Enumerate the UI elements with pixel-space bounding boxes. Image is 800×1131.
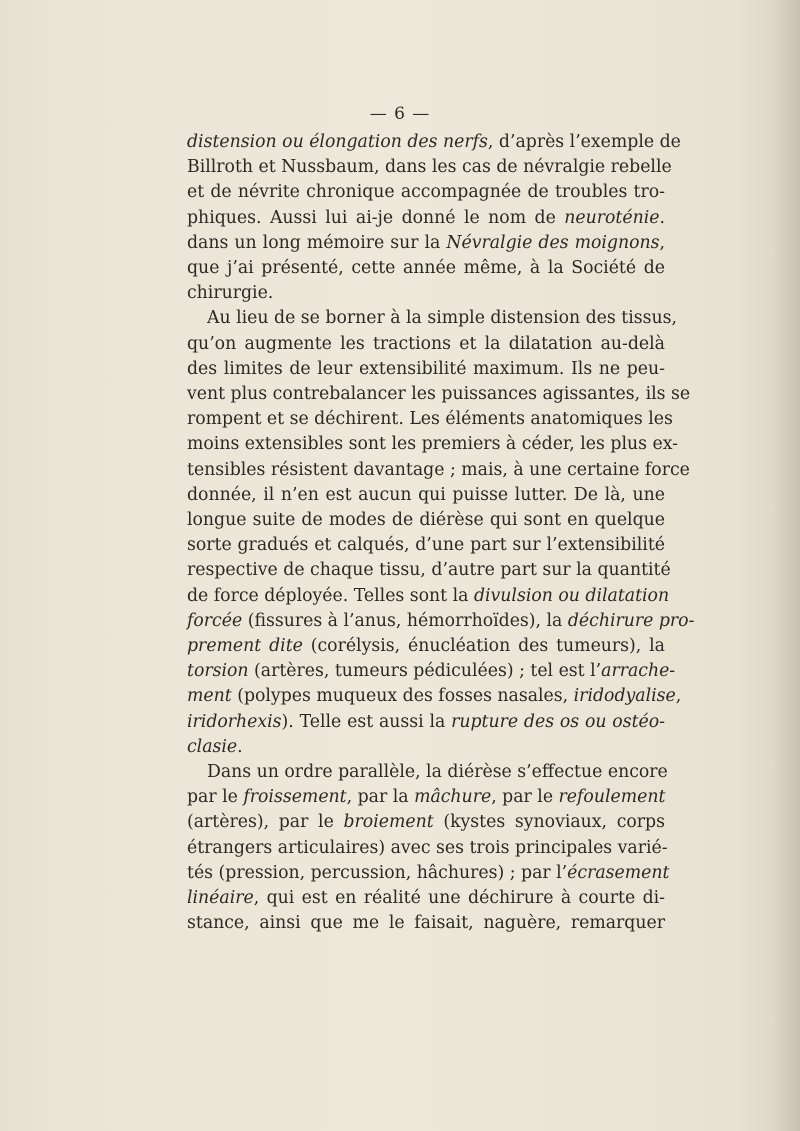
text-line — [187, 760, 668, 785]
text-segment: (polypes muqueux des fosses nasales, — [231, 686, 574, 707]
text-line — [187, 357, 665, 382]
text-line — [187, 584, 670, 609]
italic-text: prement dite — [187, 636, 303, 657]
italic-text: rupture des os ou ostéo- — [451, 711, 665, 732]
text-segment: stance, ainsi que me le faisait, naguère, remarquer — [187, 913, 665, 934]
italic-text: mâchure — [414, 787, 492, 808]
text-line — [187, 483, 665, 508]
italic-text: distension ou élongation des nerfs — [187, 132, 488, 152]
italic-text: déchirure pro- — [567, 610, 695, 631]
italic-text: divulsion ou dilatation — [473, 585, 670, 606]
italic-text: broiement — [343, 812, 434, 833]
text-segment: ). Telle est aussi la — [281, 711, 452, 732]
text-line — [187, 785, 665, 810]
text-segment: Dans un ordre parallèle, la diérèse s’effectue encore — [207, 762, 668, 783]
text-segment: des limites de leur extensibilité maximum. Ils ne peu- — [187, 358, 665, 379]
text-segment: . — [659, 207, 665, 228]
text-segment: , par le — [491, 787, 559, 808]
text-segment: phiques. Aussi lui ai-je donné le nom de — [187, 207, 565, 228]
text-line — [187, 281, 665, 306]
text-segment: dans un long mémoire sur la — [187, 232, 447, 253]
text-segment: donnée, il n’en est aucun qui puisse lutter. De là, une — [187, 484, 665, 505]
text-line — [187, 684, 682, 709]
text-line — [187, 533, 665, 558]
page-edge-shadow — [772, 0, 800, 1131]
text-segment: , — [675, 686, 682, 707]
text-segment: , qui est en réalité une déchirure à courte di- — [253, 888, 665, 909]
page-number: — 6 — — [369, 104, 431, 124]
text-line — [187, 735, 665, 760]
text-segment: tensibles résistent davantage ; mais, à une certaine force — [187, 459, 690, 480]
text-line — [187, 432, 678, 457]
italic-text: froissement — [243, 787, 347, 808]
text-line — [187, 180, 665, 205]
text-line — [187, 558, 671, 583]
text-line — [187, 836, 668, 861]
text-line — [187, 458, 690, 483]
text-segment: , par la — [346, 787, 415, 808]
text-segment: . — [237, 736, 243, 757]
text-segment: (artères, tumeurs pédiculées) ; tel est l’ — [248, 661, 602, 682]
italic-text: ment — [187, 686, 232, 707]
text-segment: (artères), par le — [187, 812, 344, 833]
text-segment: , — [659, 232, 666, 253]
text-segment: par le — [187, 787, 244, 808]
text-line — [187, 256, 665, 281]
text-segment: (kystes synoviaux, corps — [433, 812, 665, 833]
italic-text: torsion — [187, 661, 249, 682]
text-segment: rompent et se déchirent. Les éléments anatomiques les — [187, 409, 673, 430]
text-line — [187, 155, 672, 180]
text-line — [187, 634, 665, 659]
text-line — [187, 886, 665, 911]
text-line — [187, 306, 677, 331]
text-segment: Billroth et Nussbaum, dans les cas de névralgie rebelle — [187, 157, 672, 178]
text-segment: chirurgie. — [187, 283, 274, 304]
text-line — [187, 382, 691, 407]
text-segment: qu’on augmente les tractions et la dilatation au-delà — [187, 333, 665, 354]
text-line — [187, 710, 665, 735]
text-line — [187, 231, 665, 256]
text-segment: que j’ai présenté, cette année même, à la Société de — [187, 258, 665, 279]
body-text — [187, 130, 695, 937]
text-line — [187, 609, 695, 634]
text-segment: longue suite de modes de diérèse qui sont en quelque — [187, 510, 665, 531]
text-line — [187, 130, 681, 155]
italic-text: écrasement — [567, 862, 670, 883]
italic-text: iridorhexis — [187, 711, 282, 732]
text-segment: et de névrite chronique accompagnée de troubles tro- — [187, 182, 665, 203]
italic-text: forcée — [187, 610, 243, 631]
text-line — [187, 206, 665, 231]
text-segment: tés (pression, percussion, hâchures) ; par l’ — [187, 862, 568, 883]
text-segment: Au lieu de se borner à la simple distension des tissus, — [207, 308, 677, 329]
text-segment: , d’après l’exemple de — [487, 132, 681, 152]
text-segment: respective de chaque tissu, d’autre part sur la quantité — [187, 560, 671, 581]
text-line — [187, 911, 665, 936]
italic-text: linéaire — [187, 888, 254, 909]
italic-text: Névralgie des moignons — [446, 232, 660, 253]
text-line — [187, 810, 665, 835]
text-line — [187, 407, 673, 432]
text-segment: moins extensibles sont les premiers à céder, les plus ex- — [187, 434, 678, 455]
text-segment: (corélysis, énucléation des tumeurs), la — [302, 636, 665, 657]
text-segment: (fissures à l’anus, hémorrhoïdes), la — [242, 610, 568, 631]
italic-text: iridodyalise — [573, 686, 676, 707]
text-segment: de force déployée. Telles sont la — [187, 585, 474, 606]
text-line — [187, 508, 665, 533]
text-line — [187, 332, 665, 357]
text-segment: étrangers articulaires) avec ses trois principales varié- — [187, 837, 668, 858]
text-segment: sorte gradués et calqués, d’une part sur l’extensibilité — [187, 535, 665, 556]
text-segment: vent plus contrebalancer les puissances agissantes, ils se — [187, 384, 691, 405]
text-line — [187, 659, 676, 684]
italic-text: clasie — [187, 736, 238, 757]
italic-text: refoulement — [558, 787, 666, 808]
text-line — [187, 861, 670, 886]
italic-text: arrache- — [601, 661, 676, 682]
italic-text: neuroténie — [564, 207, 660, 228]
